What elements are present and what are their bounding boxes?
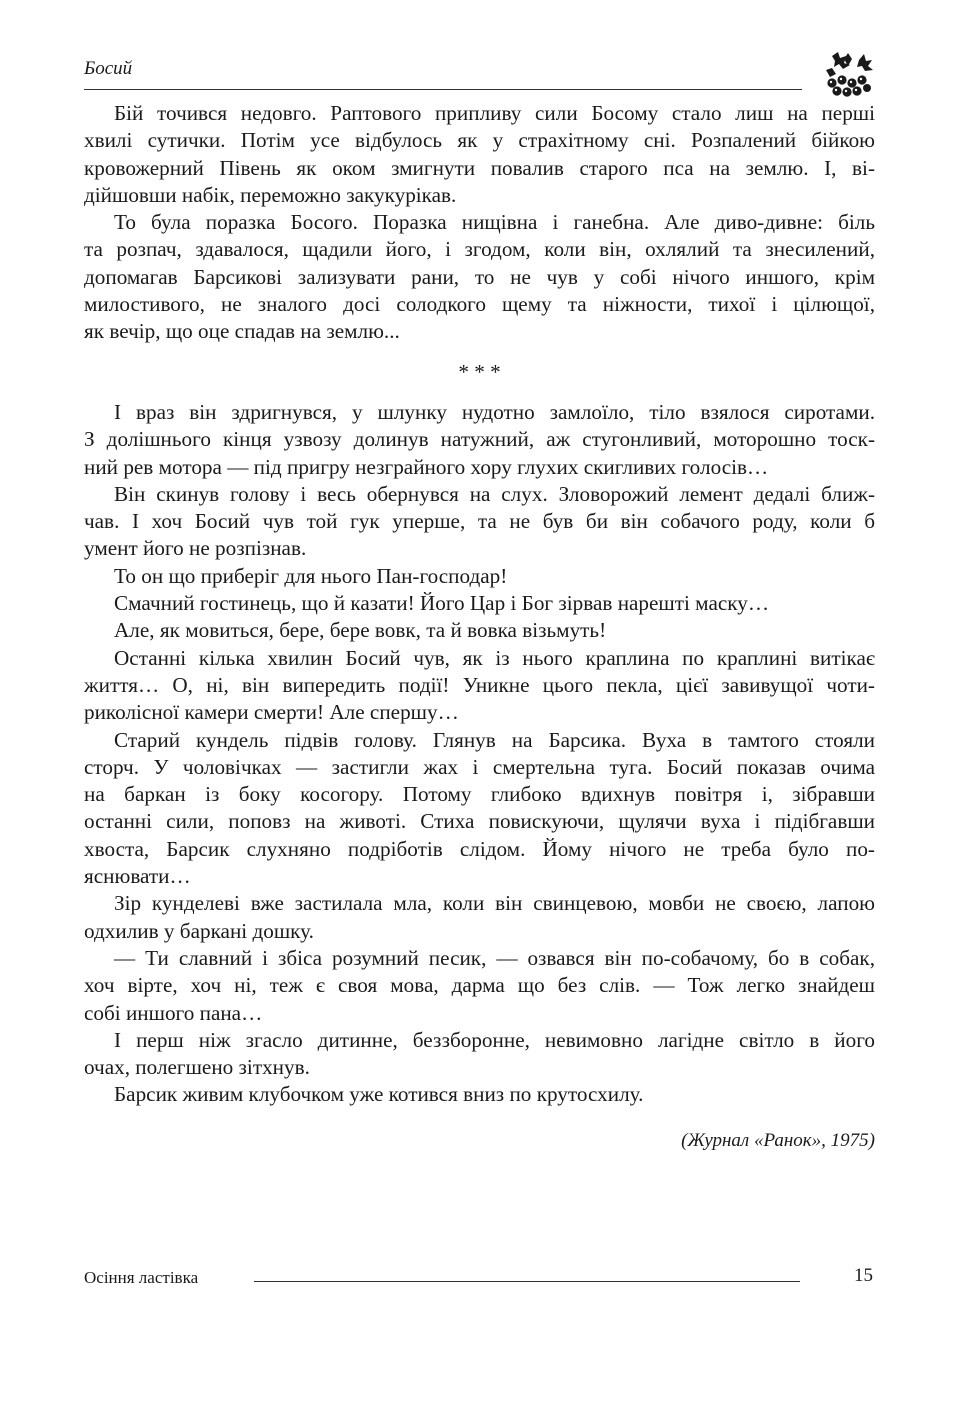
text-line: очах, полегшено зітхнув. [84, 1055, 310, 1080]
running-title: Босий [84, 58, 133, 79]
text-line: сторч. У чоловічках — застигли жах і смертельна туга. Босий показав очима [84, 754, 875, 779]
text-line: чав. І хоч Босий чув той гук уперше, та не був би він собачого роду, коли б [84, 509, 875, 534]
text-line: Старий кундель підвів голову. Глянув на Барсика. Вуха в тамтого стояли [114, 727, 875, 752]
text-line: І перш ніж згасло дитинне, беззборонне, невимовно лагідне світло в його [114, 1027, 875, 1052]
text-line: Зір кунделеві вже застилала мла, коли він свинцевою, мовби не своєю, лапою [114, 891, 875, 916]
text-line: То он що приберіг для нього Пан-господар! [114, 563, 508, 588]
text-line: життя… О, ні, він випередить події! Уникне цього пекла, цієї завивущої чоти- [84, 672, 875, 697]
text-line: одхилив у баркані дошку. [84, 918, 314, 943]
section-gap [84, 386, 875, 399]
text-line: Бій точився недовго. Раптового припливу сили Босому стало лиш на перші [114, 101, 875, 125]
section-gap [84, 346, 875, 359]
text-line: Але, як мовиться, бере, бере вовк, та й вовка візьмуть! [114, 618, 607, 643]
text-line: Останні кілька хвилин Босий чув, як із нього краплина по краплині витікає [114, 645, 875, 670]
header-rule [84, 89, 802, 90]
body-text [84, 100, 875, 1109]
text-line: хвилі сутички. Потім усе відбулось як у страхітному сні. Розпалений бійкою [84, 128, 875, 153]
text-line: останні сили, поповз на животі. Стиха повискуючи, щулячи вуха і підібгавши [84, 809, 875, 834]
text-line: на баркан із боку косогору. Потому глибоко вдихнув повітря і, зібравши [84, 782, 875, 807]
text-line: яснювати… [84, 864, 191, 889]
text-line: як вечір, що оце спадав на землю... [84, 319, 400, 344]
text-line: хвоста, Барсик слухняно подріботів слідом. Йому нічого не треба було по- [84, 836, 875, 861]
text-line: та розпач, здавалося, щадили його, і згодом, коли він, охлялий та знесилений, [84, 237, 875, 262]
text-line: І враз він здригнувся, у шлунку нудотно замлоїло, тіло взялося сиротами. [114, 399, 875, 424]
text-line: милостивого, не зналого досі солодкого щему та ніжности, тихої і цілющої, [84, 292, 875, 317]
text-line: умент його не розпізнав. [84, 536, 307, 561]
text-line: риколісної камери смерти! Але спершу… [84, 700, 459, 725]
text-line: хоч вірте, хоч ні, теж є своя мова, дарма що без слів. — Тож легко знайдеш [84, 973, 875, 998]
text-line: — Ти славний і збіса розумний песик, — озвався він по-собачому, бо в собак, [114, 945, 875, 970]
viburnum-berries-icon [822, 50, 874, 100]
page-number: 15 [854, 1265, 873, 1286]
footer-book-title: Осіння ластівка [84, 1268, 199, 1287]
text-line: Смачний гостинець, що й казати! Його Цар і Бог зірвав нарешті маску… [114, 591, 770, 616]
text-line: допомагав Барсикові зализувати рани, то не чув у собі нічого иншого, крім [84, 264, 875, 289]
text-line: То була поразка Босого. Поразка нищівна і ганебна. Але диво-дивне: біль [114, 210, 875, 235]
text-line: дійшовши набік, переможно закукурікав. [84, 182, 457, 207]
text-line: собі иншого пана… [84, 1000, 263, 1025]
source-citation: (Журнал «Ранок», 1975) [681, 1130, 875, 1151]
text-line: кровожерний Півень як оком змигнути повалив старого пса на землю. І, ві- [84, 155, 875, 180]
text-line: Він скинув голову і весь обернувся на слух. Зловорожий лемент дедалі ближ- [114, 481, 875, 506]
text-line: ний рев мотора — під пригру незграйного хору глухих скигливих голосів… [84, 454, 769, 479]
text-line: Барсик живим клубочком уже котився вниз по крутосхилу. [114, 1082, 644, 1107]
text-line: З долішнього кінця узвозу долинув натужний, аж стугонливий, моторошно тоск- [84, 427, 875, 452]
footer-rule [254, 1281, 800, 1282]
section-divider: * * * [458, 359, 501, 384]
